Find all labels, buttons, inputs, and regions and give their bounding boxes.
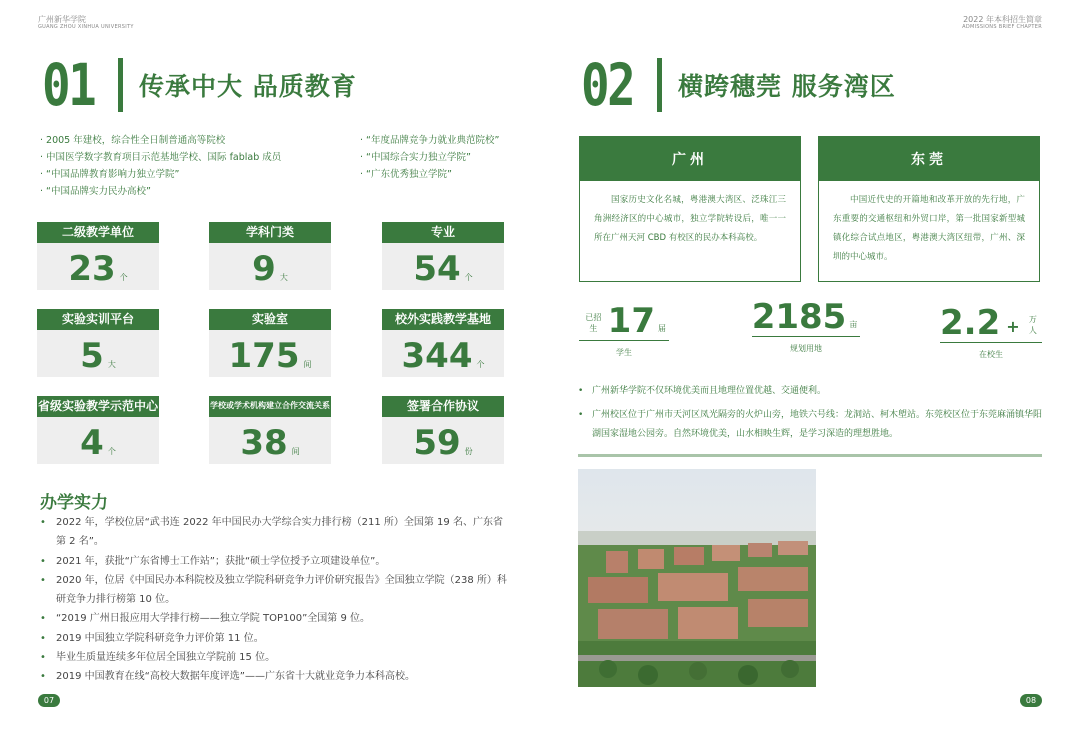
stat-label: 学校或学术机构建立合作交流关系	[209, 396, 331, 417]
section1-title: 传承中大 品质教育	[139, 72, 357, 101]
stat-label: 签署合作协议	[382, 396, 504, 417]
stat-unit: 间	[303, 360, 312, 369]
brochure-title-en: ADMISSIONS BRIEF CHAPTER	[962, 23, 1042, 30]
kpi-value: 17	[607, 301, 655, 341]
stat-label: 实验室	[209, 309, 331, 330]
stat-unit: 个	[464, 273, 473, 282]
header-left	[38, 16, 134, 30]
strength-heading: 办学实力	[40, 493, 108, 513]
strength-item: • 2021 年，获批“广东省博士工作站”；获批“硕士学位授予立项建设单位”。	[40, 552, 510, 571]
stat-unit: 大	[279, 273, 288, 282]
location-item: • 广州校区位于广州市天河区凤光隔旁的火炉山旁，地铁六号线：龙洞站、柯木塱站。东莞校区位于东莞麻涌镇华阳湖国家湿地公园旁。自然环境优美，山水相映生辉，是学习深造的理想胜地。	[578, 406, 1044, 444]
kpi-caption: 规划用地	[790, 344, 822, 353]
kpi-enrolled-students	[940, 303, 1042, 360]
dongguan-card	[818, 136, 1040, 282]
stat-teaching-units	[37, 222, 159, 290]
strength-item: • 2019 中国教育在线“高校大数据年度评选”——广东省十大就业竞争力本科高校。	[40, 667, 510, 686]
stat-unit: 大	[107, 360, 116, 369]
kpi-caption: 在校生	[979, 350, 1003, 359]
kpi-unit: 届	[658, 324, 666, 333]
stat-value: 4	[80, 423, 104, 463]
stat-practice-bases	[382, 309, 504, 377]
page-number-right: 08	[1020, 694, 1042, 707]
page-number-left: 07	[38, 694, 60, 707]
highlight-item: · “中国综合实力独立学院”	[360, 149, 520, 166]
section2-number: 02	[581, 51, 634, 119]
stat-unit: 间	[291, 447, 300, 456]
stat-value: 38	[240, 423, 288, 463]
stat-value: 23	[68, 249, 116, 289]
stat-disciplines	[209, 222, 331, 290]
kpi-value: 2.2	[940, 303, 1001, 343]
kpi-plus: +	[1006, 317, 1020, 336]
stat-value: 9	[252, 249, 276, 289]
stat-unit: 个	[119, 273, 128, 282]
strength-item: • 毕业生质量连续多年位居全国独立学院前 15 位。	[40, 648, 510, 667]
guangzhou-card	[579, 136, 801, 282]
brochure-title: 2022 年本科招生简章	[963, 15, 1042, 24]
kpi-value: 2185	[751, 297, 847, 337]
stat-value: 175	[228, 336, 300, 376]
section2-heading	[581, 51, 896, 119]
stat-label: 校外实践教学基地	[382, 309, 504, 330]
dongguan-title: 东莞	[819, 137, 1039, 181]
strength-list	[40, 513, 510, 687]
stat-unit: 个	[107, 447, 116, 456]
kpi-planned-area	[751, 297, 860, 354]
highlight-item: · 2005 年建校，综合性全日制普通高等院校	[40, 132, 360, 149]
dongguan-text: 中国近代史的开篇地和改革开放的先行地，广东重要的交通枢纽和外贸口岸，第一批国家新型城镇化综合试点地区，粤港澳大湾区纽带，广州、深圳的中心城市。	[833, 195, 1025, 262]
strength-item: • 2022 年，学校位居“武书连 2022 年中国民办大学综合实力排行榜（211 所）全国第 19 名、广东省第 2 名”。	[40, 513, 510, 552]
campus-aerial-photo	[578, 469, 816, 687]
section2-rule	[578, 454, 1042, 457]
stat-label: 实验实训平台	[37, 309, 159, 330]
school-name: 广州新华学院	[38, 15, 86, 24]
stat-cooperation-agreements	[382, 396, 504, 464]
location-bullets	[578, 382, 1044, 449]
header-right	[962, 16, 1042, 30]
section2-title: 横跨穗莞 服务湾区	[678, 72, 896, 101]
section1-number: 01	[42, 51, 95, 119]
highlight-item: · “中国品牌教育影响力独立学院”	[40, 166, 360, 183]
school-name-en: GUANG ZHOU XINHUA UNIVERSITY	[38, 23, 134, 30]
strength-item: • “2019 广州日报应用大学排行榜——独立学院 TOP100”全国第 9 位。	[40, 609, 510, 628]
section1-divider	[118, 58, 123, 112]
highlight-item: · “广东优秀独立学院”	[360, 166, 520, 183]
stat-training-platforms	[37, 309, 159, 377]
stat-value: 59	[413, 423, 461, 463]
section1-highlights-right	[360, 132, 520, 183]
highlight-item: · “年度品牌竞争力就业典范院校”	[360, 132, 520, 149]
section1-heading	[42, 51, 357, 119]
stat-laboratories	[209, 309, 331, 377]
strength-item: • 2020 年，位居《中国民办本科院校及独立学院科研竞争力评价研究报告》全国独立学院（238 所）科研竞争力排行榜第 10 位。	[40, 571, 510, 610]
stat-majors	[382, 222, 504, 290]
strength-item: • 2019 中国独立学院科研竞争力评价第 11 位。	[40, 629, 510, 648]
stat-label: 二级教学单位	[37, 222, 159, 243]
highlight-item: · “中国品牌实力民办高校”	[40, 183, 360, 200]
stat-unit: 份	[464, 447, 473, 456]
stat-label: 省级实验教学示范中心	[37, 396, 159, 417]
highlight-item: · 中国医学数字教育项目示范基地学校、国际 fablab 成员	[40, 149, 360, 166]
location-item: • 广州新华学院不仅环境优美而且地理位置优越、交通便利。	[578, 382, 1044, 401]
stat-value: 5	[80, 336, 104, 376]
kpi-prefix: 已招生	[585, 313, 602, 333]
kpi-unit: 万人	[1028, 315, 1037, 335]
section1-highlights-left	[40, 132, 360, 200]
guangzhou-text: 国家历史文化名城，粤港澳大湾区、泛珠江三角洲经济区的中心城市，独立学院转设后，唯一一所在广州天河 CBD 有校区的民办本科高校。	[594, 195, 786, 243]
stat-value: 54	[413, 249, 461, 289]
kpi-caption: 学生	[616, 348, 632, 357]
stat-unit: 个	[476, 360, 485, 369]
section2-divider	[657, 58, 662, 112]
stat-value: 344	[401, 336, 473, 376]
stat-demo-centers	[37, 396, 159, 464]
stat-label: 专业	[382, 222, 504, 243]
stat-label: 学科门类	[209, 222, 331, 243]
kpi-graduating-classes	[579, 301, 669, 358]
guangzhou-title: 广州	[580, 137, 800, 181]
kpi-unit: 亩	[849, 320, 858, 329]
stat-partner-institutions	[209, 396, 331, 464]
